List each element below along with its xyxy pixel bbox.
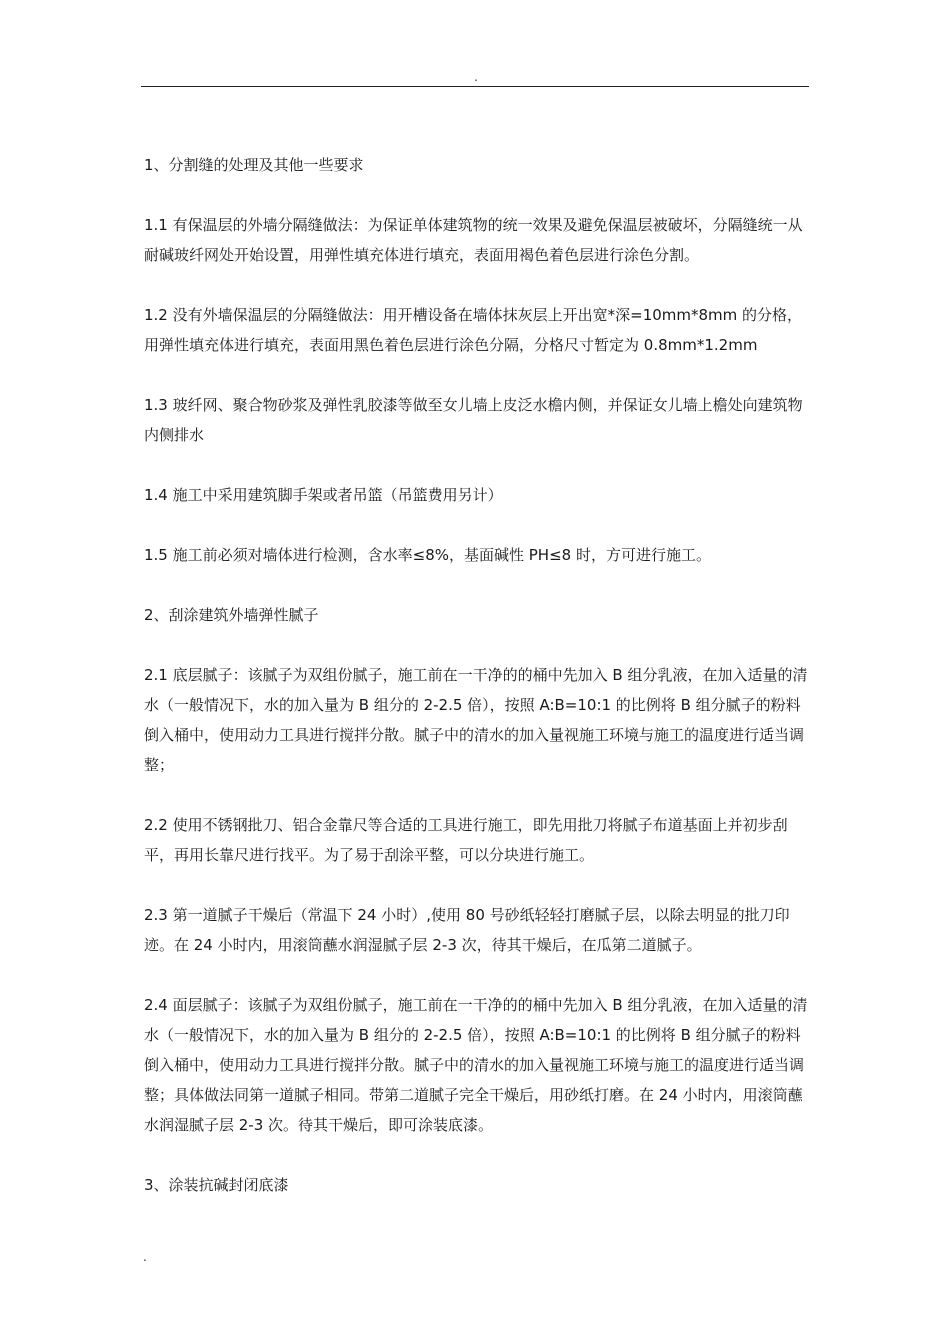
document-body <box>144 150 812 1230</box>
footer-mark: . <box>143 1250 147 1264</box>
paragraph-2-3: 2.3 第一道腻子干燥后（常温下 24 小时）,使用 80 号砂纸轻轻打磨腻子层，以除去明显的批刀印迹。在 24 小时内，用滚筒蘸水润湿腻子层 2-3 次，待其干燥后，在瓜第二道腻子。 <box>144 906 790 954</box>
paragraph-2-4: 2.4 面层腻子：该腻子为双组份腻子，施工前在一干净的的桶中先加入 B 组分乳液，在加入适量的清水（一般情况下，水的加入量为 B 组分的 2-2.5 倍），按照 A:B=10:1 的比例将 B 组分腻子的粉料倒入桶中，使用动力工具进行搅拌分散。腻子中的清水的加入量视施工环境与施工的温度进行适当调整；具体做法同第一道腻子相同。带第二道腻子完全干燥后，用砂纸打磨。在 24 小时内，用滚筒蘸水润湿腻子层 2-3 次。待其干燥后，即可涂装底漆。 <box>144 996 808 1134</box>
paragraph-1-1: 1.1 有保温层的外墙分隔缝做法：为保证单体建筑物的统一效果及避免保温层被破坏，分隔缝统一从耐碱玻纤网处开始设置，用弹性填充体进行填充，表面用褐色着色层进行涂色分割。 <box>144 216 803 264</box>
paragraph-2-2: 2.2 使用不锈钢批刀、铝合金靠尺等合适的工具进行施工，即先用批刀将腻子布道基面上并初步刮平，再用长靠尺进行找平。为了易于刮涂平整，可以分块进行施工。 <box>144 816 788 864</box>
paragraph-1-2: 1.2 没有外墙保温层的分隔缝做法：用开槽设备在墙体抹灰层上开出宽*深=10mm*8mm 的分格，用弹性填充体进行填充，表面用黑色着色层进行涂色分隔，分格尺寸暂定为 0.8mm*1.2mm <box>144 306 803 354</box>
header-mark: . <box>474 70 478 84</box>
paragraph-1-3: 1.3 玻纤网、聚合物砂浆及弹性乳胶漆等做至女儿墙上皮泛水檐内侧，并保证女儿墙上檐处向建筑物内侧排水 <box>144 396 803 444</box>
paragraph-1-5: 1.5 施工前必须对墙体进行检测，含水率≤8%，基面碱性 PH≤8 时，方可进行施工。 <box>144 546 711 564</box>
section-heading-1: 1、分割缝的处理及其他一些要求 <box>144 156 364 174</box>
paragraph-2-1: 2.1 底层腻子：该腻子为双组份腻子，施工前在一干净的的桶中先加入 B 组分乳液，在加入适量的清水（一般情况下，水的加入量为 B 组分的 2-2.5 倍），按照 A:B=10:1 的比例将 B 组分腻子的粉料倒入桶中，使用动力工具进行搅拌分散。腻子中的清水的加入量视施工环境与施工的温度进行适当调整； <box>144 666 808 774</box>
section-heading-2: 2、刮涂建筑外墙弹性腻子 <box>144 606 319 624</box>
paragraph-1-4: 1.4 施工中采用建筑脚手架或者吊篮（吊篮费用另计） <box>144 486 503 504</box>
section-heading-3: 3、涂装抗碱封闭底漆 <box>144 1176 289 1194</box>
header-rule <box>141 86 809 87</box>
